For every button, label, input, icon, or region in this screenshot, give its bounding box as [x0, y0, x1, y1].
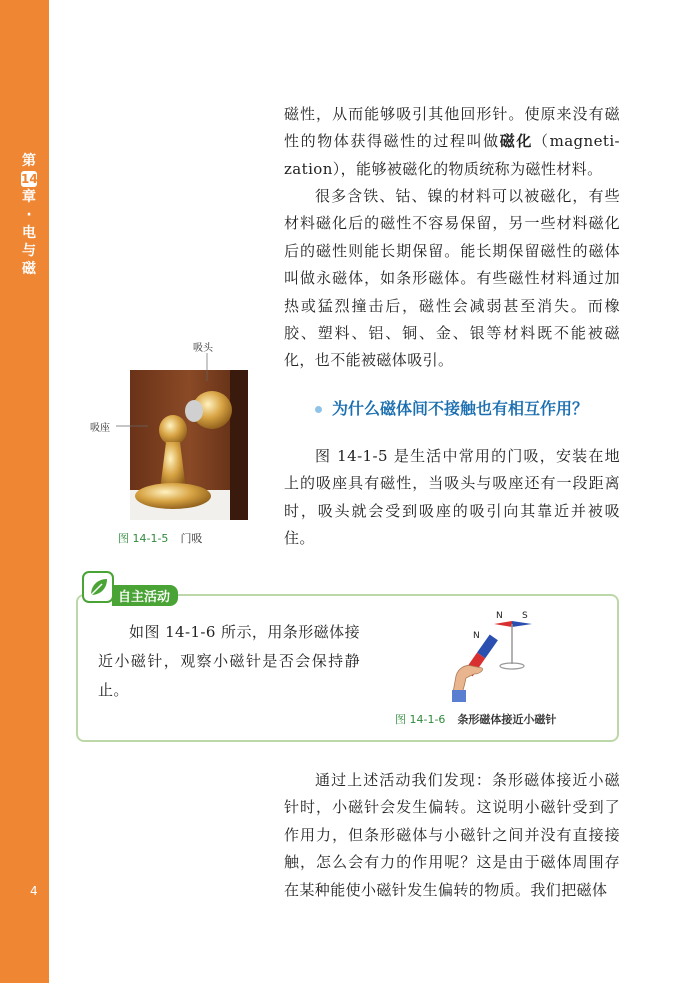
figure-title: 门吸 [180, 532, 203, 545]
chapter-marker [20, 152, 38, 278]
paragraph-1-text-after: （magneti-zation），能够被磁化的物质统称为磁性材料。 [284, 132, 620, 178]
chapter-title-char-1: 电 [22, 225, 36, 241]
needle-n-label: N [496, 611, 503, 621]
chapter-number: 14 [21, 172, 38, 186]
activity-text: 如图 14-1-6 所示，用条形磁体接近小磁针，观察小磁针是否会保持静止。 [98, 623, 360, 699]
paragraph-door-stop: 图 14-1-5 是生活中常用的门吸，安装在地上的吸座具有磁性，当吸头与吸座还有一段距离时，吸头就会受到吸座的吸引向其靠近并被吸住。 [284, 447, 620, 548]
chapter-suffix: 章 [22, 189, 36, 205]
chapter-title-char-2: 与 [22, 243, 36, 259]
section-title: 为什么磁体间不接触也有相互作用？ [332, 399, 589, 418]
chapter-prefix: 第 [22, 153, 36, 169]
paragraph-1-text-before: 磁性，从而能够吸引其他回形针。使原来没有磁性的物体获得磁性的过程叫做 [284, 105, 620, 151]
activity-title: 自主活动 [112, 585, 178, 606]
figure-number: 图 14-1-5 [118, 532, 169, 545]
figure-caption-door-stop [118, 530, 202, 546]
bullet-dot-icon [315, 406, 322, 413]
magnet-needle-illustration [452, 606, 542, 702]
paragraph-magnetization [284, 101, 620, 183]
term-magnetization: 磁化 [499, 132, 533, 151]
needle-s-label: S [522, 611, 528, 621]
section-heading [315, 396, 588, 419]
magnet-n-label: N [473, 631, 480, 641]
activity-leaf-icon [82, 571, 116, 605]
label-base: 吸座 [90, 423, 110, 434]
chapter-title-char-3: 磁 [22, 261, 36, 277]
paragraph-magnetic-materials: 很多含铁、钴、镍的材料可以被磁化，有些材料磁化后的磁性不容易保留，另一些材料磁化后的磁性则能长期保留。能长期保留磁性的磁体叫做永磁体，如条形磁体。有些磁性材料通过加热或猛烈撞击后，磁性会减弱甚至消失。而橡胶、塑料、铝、铜、金、银等材料既不能被磁化，也不能被磁体吸引。 [284, 187, 620, 370]
activity-figure-number: 图 14-1-6 [395, 713, 446, 726]
page-number: 4 [30, 884, 38, 898]
door-stop-photo [130, 370, 248, 520]
figure-caption-activity [395, 711, 556, 727]
chapter-dot: · [26, 207, 32, 223]
paragraph-activity-result: 通过上述活动我们发现：条形磁体接近小磁针时，小磁针会发生偏转。这说明小磁针受到了作用力，但条形磁体与小磁针之间并没有直接接触，怎么会有力的作用呢？这是由于磁体周围存在某种能使小磁针发生偏转的物质。我们把磁体 [284, 771, 620, 899]
label-head: 吸头 [193, 343, 213, 354]
activity-figure-title: 条形磁体接近小磁针 [457, 713, 557, 726]
chapter-sidebar [0, 0, 49, 983]
